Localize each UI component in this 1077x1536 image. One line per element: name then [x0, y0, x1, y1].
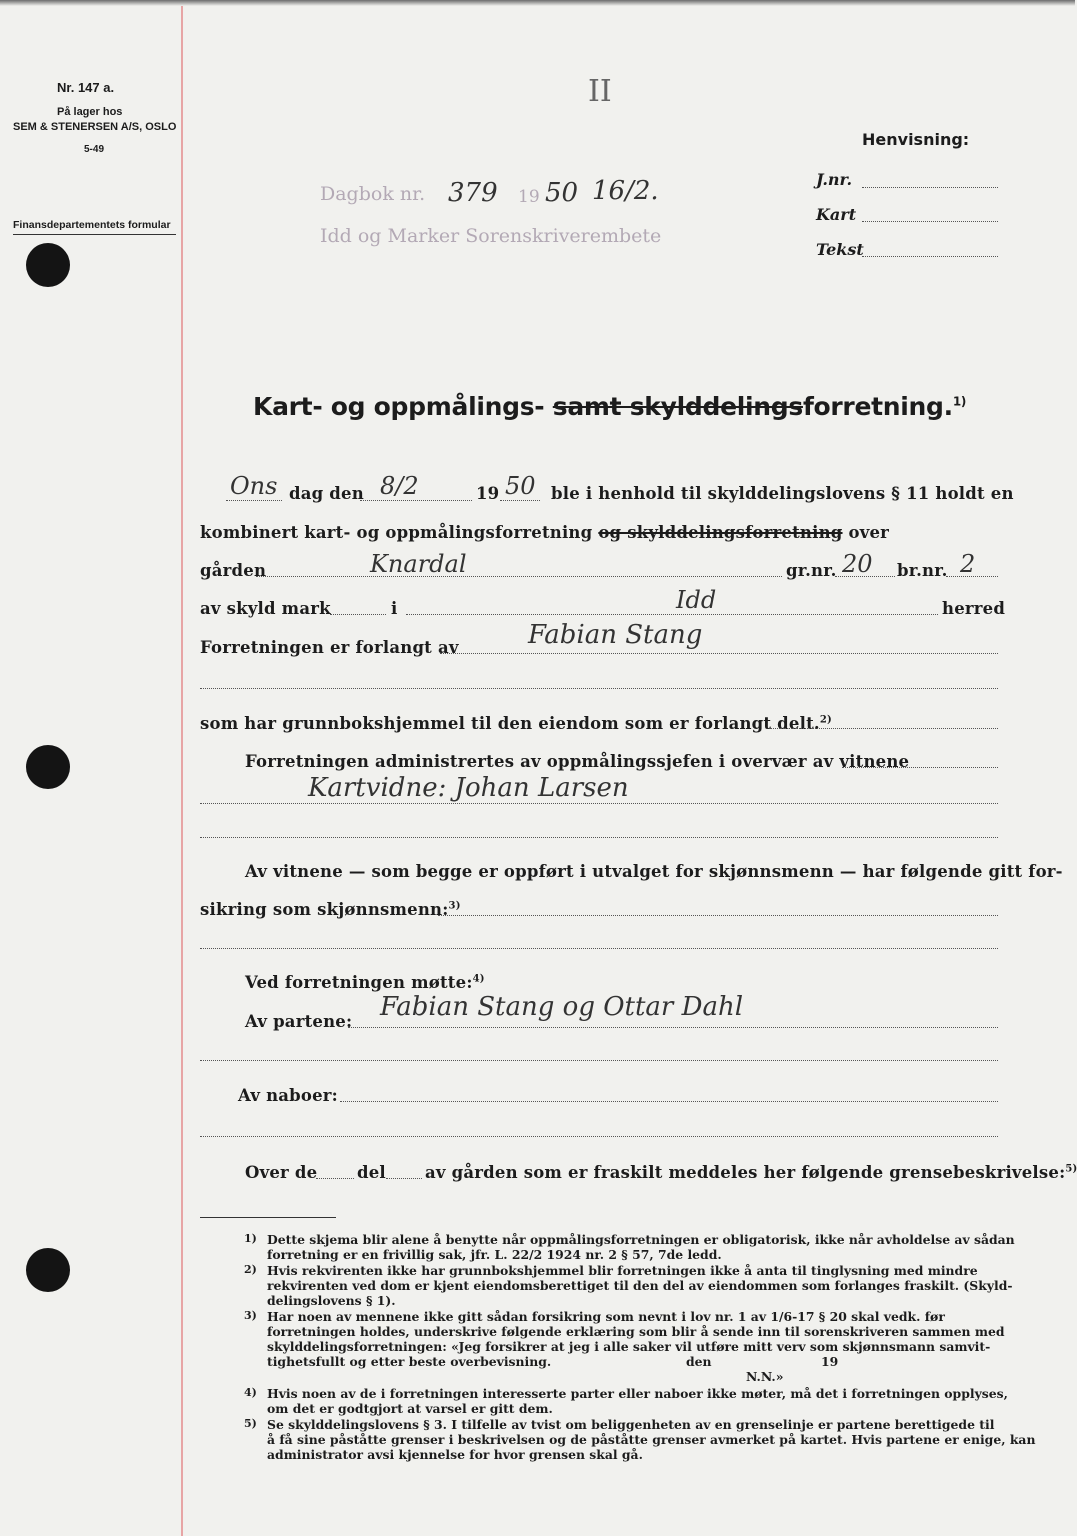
fn2-line2: rekvirenten ved dom er kjent eiendomsberettiget til den del av eiendommen som forlanges fraskilt. (Skyld- [267, 1278, 1013, 1293]
fn2-line3: delingslovens § 1). [267, 1293, 396, 1308]
blank-line-5 [200, 1136, 998, 1137]
year-hand: 50 [505, 472, 536, 500]
grunnbok-text [200, 714, 832, 733]
vitner-line1: Av vitnene — som begge er oppført i utvalget for skjønnsmenn — har følgende gitt for- [245, 862, 1063, 881]
forlangt-hand: Fabian Stang [528, 620, 703, 650]
stock-line1: På lager hos [57, 106, 123, 118]
title-part1: Kart- og oppmålings- [253, 392, 545, 421]
skyld-label: av skyld mark [200, 599, 331, 618]
fn2-line1: Hvis rekvirenten ikke har grunnbokshjemmel blir forretningen ikke å anta til tinglysning med mindre [267, 1263, 978, 1278]
motte-text: Ved forretningen møtte: [245, 973, 473, 992]
grnr-hand: 20 [842, 550, 873, 578]
punch-hole-bottom [26, 1248, 70, 1292]
top-edge-shadow [0, 0, 1075, 6]
fn2-mark: 2) [244, 1263, 257, 1276]
administr-dots [842, 767, 998, 768]
stock-line2: SEM & STENERSEN A/S, OSLO [13, 121, 177, 133]
over-dots-1 [316, 1178, 354, 1179]
line2 [200, 523, 889, 542]
form-number: Nr. 147 a. [57, 80, 115, 95]
page-title [253, 392, 966, 421]
brnr-label: br.nr. [897, 561, 948, 580]
punch-hole-middle [26, 745, 70, 789]
vitner-note: 3) [448, 900, 461, 912]
stamp-office: Idd og Marker Sorenskriverembete [320, 225, 662, 247]
punch-hole-top [26, 243, 70, 287]
reference-title: Henvisning: [862, 130, 970, 149]
grnr-label: gr.nr. [786, 561, 837, 580]
reference-kart-line [862, 221, 998, 222]
stamp-year-prefix: 19 [518, 187, 540, 207]
reference-tekst-line [862, 256, 998, 257]
over-note: 5) [1065, 1163, 1077, 1175]
herred-hand: Idd [676, 586, 717, 614]
motte-label [245, 973, 485, 992]
naboer-label: Av naboer: [238, 1086, 338, 1105]
vitner-line2 [200, 900, 461, 919]
over-dots-2 [386, 1178, 422, 1179]
vitner-dots [438, 915, 998, 916]
fn4-line2: om det er godtgjort at varsel er gitt dem. [267, 1401, 553, 1416]
over-b: del [357, 1163, 386, 1182]
roman-numeral: II [588, 74, 612, 109]
grnr-dots [835, 576, 895, 577]
fn1-line2: forretning er en frivillig sak, jfr. L. 22/2 1924 nr. 2 § 57, 7de ledd. [267, 1247, 722, 1262]
stamp-dagbok-number: 379 [448, 178, 498, 208]
fn3-nn: N.N.» [746, 1369, 784, 1384]
date-dots [360, 500, 472, 501]
fn3-line1: Har noen av mennene ikke gitt sådan forsikring som nevnt i lov nr. 1 av 1/6-17 § 20 skal vedk. før [267, 1309, 945, 1324]
stamp-dagbok-label: Dagbok nr. [320, 183, 426, 205]
blank-line-1 [200, 688, 998, 689]
ministry: Finansdepartementets formular [13, 219, 171, 231]
line2-a: kombinert kart- og oppmålingsforretning [200, 523, 593, 542]
partene-hand: Fabian Stang og Ottar Dahl [380, 992, 744, 1022]
motte-note: 4) [472, 973, 485, 985]
blank-line-2 [200, 837, 998, 838]
reference-kart-label: Kart [816, 205, 857, 224]
edition: 5-49 [84, 144, 105, 155]
brnr-hand: 2 [960, 550, 976, 578]
fn4-mark: 4) [244, 1386, 257, 1399]
brnr-dots [946, 576, 998, 577]
reference-tekst-label: Tekst [816, 240, 864, 259]
naboer-dots [340, 1101, 998, 1102]
fn1-line1: Dette skjema blir alene å benytte når oppmålingsforretningen er obligatorisk, ikke når avholdelse av sådan [267, 1232, 1015, 1247]
grunnbok-main: som har grunnbokshjemmel til den eiendom som er forlangt delt. [200, 714, 820, 733]
fn1-mark: 1) [244, 1232, 257, 1245]
fn5-mark: 5) [244, 1417, 257, 1430]
garden-label: gården [200, 561, 267, 580]
vitner-line2-text: sikring som skjønnsmenn: [200, 900, 449, 919]
fn4-line1: Hvis noen av de i forretningen interesserte parter eller naboer ikke møter, må det i forretningen opplyses, [267, 1386, 1008, 1401]
line2-strike: og skylddelingsforretning [598, 523, 843, 542]
herred-dots [406, 614, 938, 615]
i-label: i [391, 599, 398, 618]
over-a: Over de [245, 1163, 318, 1182]
dag-den-label: dag den [289, 484, 364, 503]
fn3-line4: tighetsfullt og etter beste overbevisning. [267, 1354, 552, 1369]
day-hand: Ons [230, 472, 278, 500]
line1-rest: ble i henhold til skylddelingslovens § 11 holdt en [551, 484, 1014, 503]
vitne-dots [200, 803, 998, 804]
over-c [425, 1163, 1077, 1182]
skyld-dots [330, 614, 386, 615]
fn3-den: den [686, 1354, 712, 1369]
garden-dots [256, 576, 782, 577]
fn3-mark: 3) [244, 1309, 257, 1322]
fn3-year: 19 [821, 1354, 839, 1369]
fn5-line1: Se skylddelingslovens § 3. I tilfelle av tvist om beliggenheten av en grenselinje er partene berettigede til [267, 1417, 995, 1432]
ministry-underline [13, 234, 176, 235]
blank-line-3 [200, 948, 998, 949]
fn5-line3: administrator avsi kjennelse for hvor grensen skal gå. [267, 1447, 643, 1462]
title-note: 1) [952, 394, 967, 409]
forlangt-dots [440, 653, 998, 654]
vitne-hand: Kartvidne: Johan Larsen [308, 773, 629, 803]
fn3-line3: skylddelingsforretningen: «Jeg forsikrer at jeg i alle saker vil utføre mitt verv som skjønnsmann samvit- [267, 1339, 991, 1354]
margin-line [181, 0, 183, 1536]
herred-label: herred [942, 599, 1006, 618]
title-strike: samt skylddelings [552, 392, 803, 421]
line2-b: over [848, 523, 890, 542]
reference-jnr-line [862, 187, 998, 188]
administr-text: Forretningen administrertes av oppmålingssjefen i overvær av vitnene [245, 752, 910, 771]
partene-dots [348, 1027, 998, 1028]
over-c-text: av gården som er fraskilt meddeles her følgende grensebeskrivelse: [425, 1163, 1066, 1182]
grunnbok-note: 2) [819, 714, 832, 726]
footnote-separator [200, 1217, 336, 1218]
grunnbok-dots [770, 728, 998, 729]
partene-label: Av partene: [245, 1012, 353, 1031]
reference-jnr-label: J.nr. [816, 170, 853, 189]
stamp-date: 16/2. [592, 176, 659, 206]
title-part2: forretning. [802, 392, 953, 421]
day-dots [226, 500, 282, 501]
date-hand: 8/2 [380, 472, 419, 500]
year-prefix: 19 [476, 484, 500, 503]
fn3-line2: forretningen holdes, underskrive følgende erklæring som blir å sende inn til sorenskriveren sammen med [267, 1324, 1005, 1339]
stamp-year-suffix: 50 [545, 178, 579, 208]
fn5-line2: å få sine påståtte grenser i beskrivelsen og de påståtte grenser avmerket på kartet. Hvis partene er enige, kan [267, 1432, 1036, 1447]
year-dots [500, 500, 540, 501]
garden-hand: Knardal [370, 550, 467, 578]
forlangt-label: Forretningen er forlangt av [200, 638, 459, 657]
blank-line-4 [200, 1060, 998, 1061]
